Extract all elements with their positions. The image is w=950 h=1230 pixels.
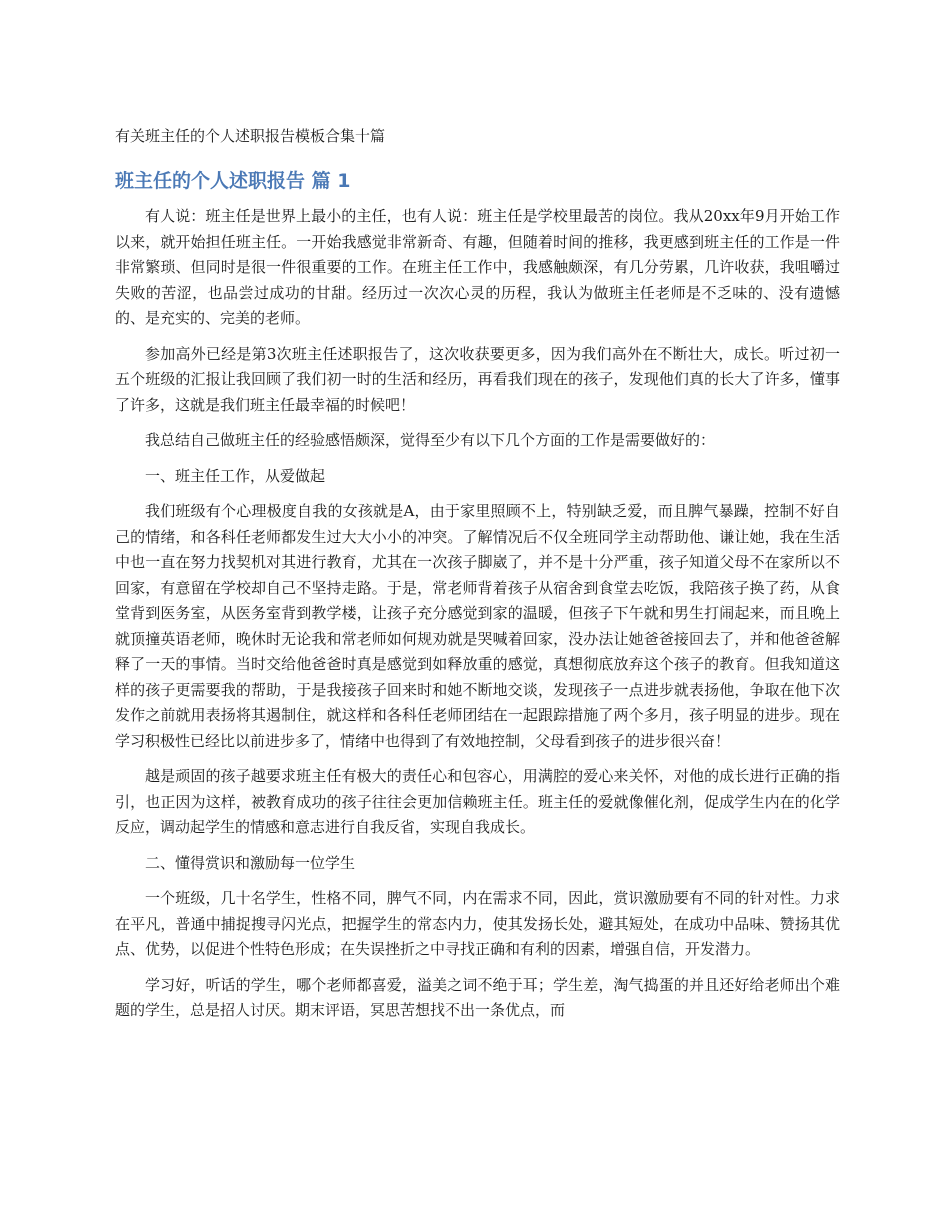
subheading-love: 一、班主任工作，从爱做起: [145, 466, 326, 485]
subheading-appreciation: 二、懂得赏识和激励每一位学生: [145, 853, 356, 872]
document-page: [115, 122, 840, 1034]
paragraph-good-bad-students: 学习好，听话的学生，哪个老师都喜爱，溢美之词不绝于耳；学生差，淘气捣蛋的并且还好给老师出个难题的学生，总是招人讨厌。期末评语，冥思苦想找不出一条优点，而: [115, 975, 840, 1019]
paragraph-student-a: 我们班级有个心理极度自我的女孩就是A，由于家里照顾不上，特别缺乏爱，而且脾气暴躁，控制不好自己的情绪，和各科任老师都发生过大大小小的冲突。了解情况后不仅全班同学主动帮助他、谦让她，我在生活中也一直在努力找契机对其进行教育，尤其在一次孩子脚崴了，并不是十分严重，孩子知道父母不在家所以不回家，有意留在学校却自己不坚持走路。于是，常老师背着孩子从宿舍到食堂去吃饭，我陪孩子换了药，从食堂背到医务室，从医务室背到教学楼，让孩子充分感觉到家的温暖，但孩子下午就和男生打闹起来，而且晚上就顶撞英语老师，晚休时无论我和常老师如何规劝就是哭喊着回家，没办法让她爸爸接回去了，并和他爸爸解释了一天的事情。当时交给他爸爸时真是感觉到如释放重的感觉，真想彻底放弃这个孩子的教育。但我知道这样的孩子更需要我的帮助，于是我接孩子回来时和她不断地交谈，发现孩子一点进步就表扬他，争取在他下次发作之前就用表扬将其遏制住，就这样和各科任老师团结在一起跟踪措施了两个多月，孩子明显的进步。现在学习积极性已经比以前进步多了，情绪中也得到了有效地控制，父母看到孩子的进步很兴奋！: [115, 502, 840, 750]
paragraph-report-count: 参加高外已经是第3次班主任述职报告了，这次收获要更多，因为我们高外在不断壮大，成长。听过初一五个班级的汇报让我回顾了我们初一时的生活和经历，再看我们现在的孩子，发现他们真的长大了许多，懂事了许多，这就是我们班主任最幸福的时候吧！: [115, 344, 840, 414]
paragraph-class-diversity: 一个班级，几十名学生，性格不同，脾气不同，内在需求不同，因此，赏识激励要有不同的针对性。力求在平凡，普通中捕捉搜寻闪光点，把握学生的常态内力，使其发扬长处，避其短处，在成功中品味、赞扬其优点、优势，以促进个性特色形成；在失误挫折之中寻找正确和有利的因素，增强自信，开发潜力。: [115, 889, 840, 958]
section-heading: 班主任的个人述职报告 篇 1: [115, 170, 351, 192]
paragraph-responsibility: 越是顽固的孩子越要求班主任有极大的责任心和包容心，用满腔的爱心来关怀，对他的成长进行正确的指引，也正因为这样，被教育成功的孩子往往会更加信赖班主任。班主任的爱就像催化剂，促成学生内在的化学反应，调动起学生的情感和意志进行自我反省，实现自我成长。: [115, 767, 840, 836]
document-title: 有关班主任的个人述职报告模板合集十篇: [115, 127, 386, 145]
paragraph-summary-intro: 我总结自己做班主任的经验感悟颇深，觉得至少有以下几个方面的工作是需要做好的：: [145, 431, 716, 449]
paragraph-intro: 有人说：班主任是世界上最小的主任，也有人说：班主任是学校里最苦的岗位。我从20xx年9月开始工作以来，就开始担任班主任。一开始我感觉非常新奇、有趣，但随着时间的推移，我更感到班主任的工作是一件非常繁琐、但同时是很一件很重要的工作。在班主任工作中，我感触颇深，有几分劳累，几许收获，我咀嚼过失败的苦涩，也品尝过成功的甘甜。经历过一次次心灵的历程，我认为做班主任老师是不乏味的、没有遗憾的、是充实的、完美的老师。: [115, 207, 840, 327]
